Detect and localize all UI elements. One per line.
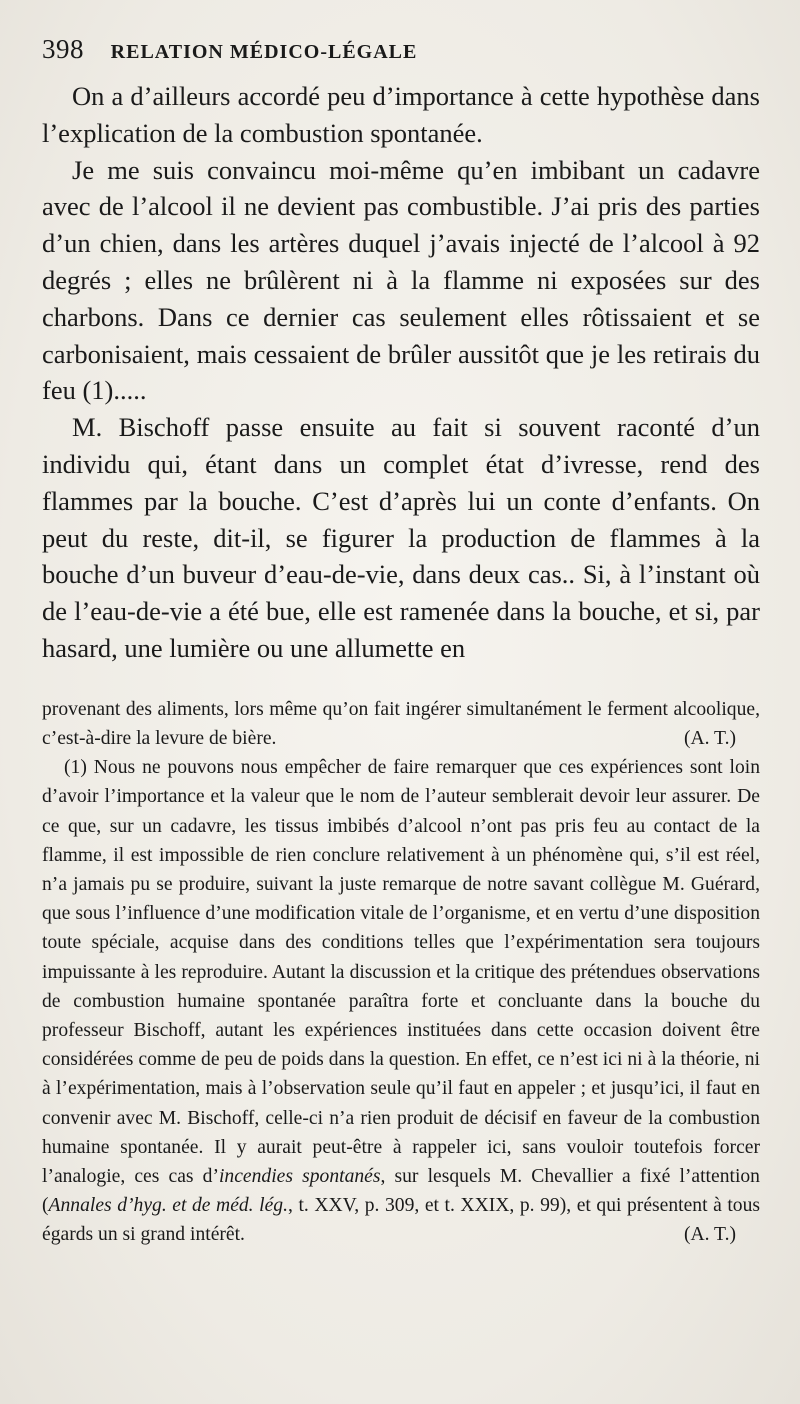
footnote-signature: (A. T.)	[683, 1224, 736, 1246]
footnote-signature: (A. T.)	[683, 727, 736, 749]
paragraph: On a d’ailleurs accordé peu d’importance à cette hypothèse dans l’explication de la combustion spontanée.	[42, 81, 760, 148]
footnote-continued	[42, 695, 760, 753]
footnote-1	[42, 753, 760, 1249]
paragraph: Je me suis convaincu moi-même qu’en imbibant un cadavre avec de l’alcool il ne devient pas combustible. J’ai pris des parties d’un chien, dans les artères duquel j’avais injecté de l’alcool à 92 degrés ; elles ne brûlèrent ni à la flamme ni exposées sur des charbons. Dans ce dernier cas seulement elles rôtissaient et se carbonisaient, mais cessaient de brûler aussitôt que je les retirais du feu (1).....	[42, 154, 760, 406]
running-head	[42, 34, 760, 74]
footnote-text: , t. XXV, p. 309, et t. XXIX, p. 99), et qui présentent à tous égards un si grand intérêt.	[42, 1195, 761, 1246]
paragraph: M. Bischoff passe ensuite au fait si souvent raconté d’un individu qui, étant dans un complet état d’ivresse, rend des flammes par la bouche. C’est d’après lui un conte d’enfants. On peut du reste, dit-il, se figurer la production de flammes à la bouche d’un buveur d’eau-de-vie, dans deux cas.. Si, à l’instant où de l’eau-de-vie a été bue, elle est ramenée dans la bouche, et si, par hasard, une lumière ou une allumette en	[42, 412, 760, 663]
page-number: 398	[42, 34, 84, 64]
footnote-continued-text: provenant des aliments, lors même qu’on fait ingérer simultanément le ferment alcoolique, c’est-à-dire la levure de bière.	[42, 698, 760, 749]
running-title: RELATION MÉDICO-LÉGALE	[110, 41, 418, 63]
footnote-text: Nous ne pouvons nous empêcher de faire remarquer que ces expériences sont loin d’avoir l’importance et la valeur que le nom de l’auteur semblerait devoir leur assurer. De ce que, sur un cadavre, les tissus imbibés d’alcool n’ont pas pris feu au contact de la flamme, il est impossible de rien conclure relativement à un phénomène qui, s’il est réel, n’a jamais pu se produire, suivant la juste remarque de notre savant collègue M. Guérard, que sous l’influence d’une modification vitale de l’organisme, et en vertu d’une disposition toute spéciale, acquise dans des conditions telles que l’expérimentation sera toujours impuissante à les reproduire. Autant la discussion et la critique des prétendues observations de combustion humaine spontanée paraîtra forte et concluante dans la bouche du professeur Bischoff, autant les expériences instituées dans cette occasion doivent être considérées comme de peu de poids dans la question. En effet, ce n’est ici ni à la théorie, ni à l’expérimentation, mais à l’observation seule qu’il faut en appeler ; et jusqu’ici, il faut en convenir avec M. Bischoff, celle-ci n’a rien produit de décisif en faveur de la combustion humaine spontanée. Il y aurait peut-être à rappeler ici, sans vouloir toutefois forcer l’analogie, ces cas d’	[42, 757, 760, 1187]
footnote-citation-title: Annales d’hyg. et de méd. lég.	[48, 1195, 288, 1217]
main-text	[42, 78, 760, 667]
footnote-text: , sur lesquels M. Chevallier a fixé l’attention (	[42, 1166, 760, 1217]
footnote-italic-term: incendies spontanés	[218, 1166, 381, 1187]
footnote-marker: (1)	[64, 757, 87, 779]
